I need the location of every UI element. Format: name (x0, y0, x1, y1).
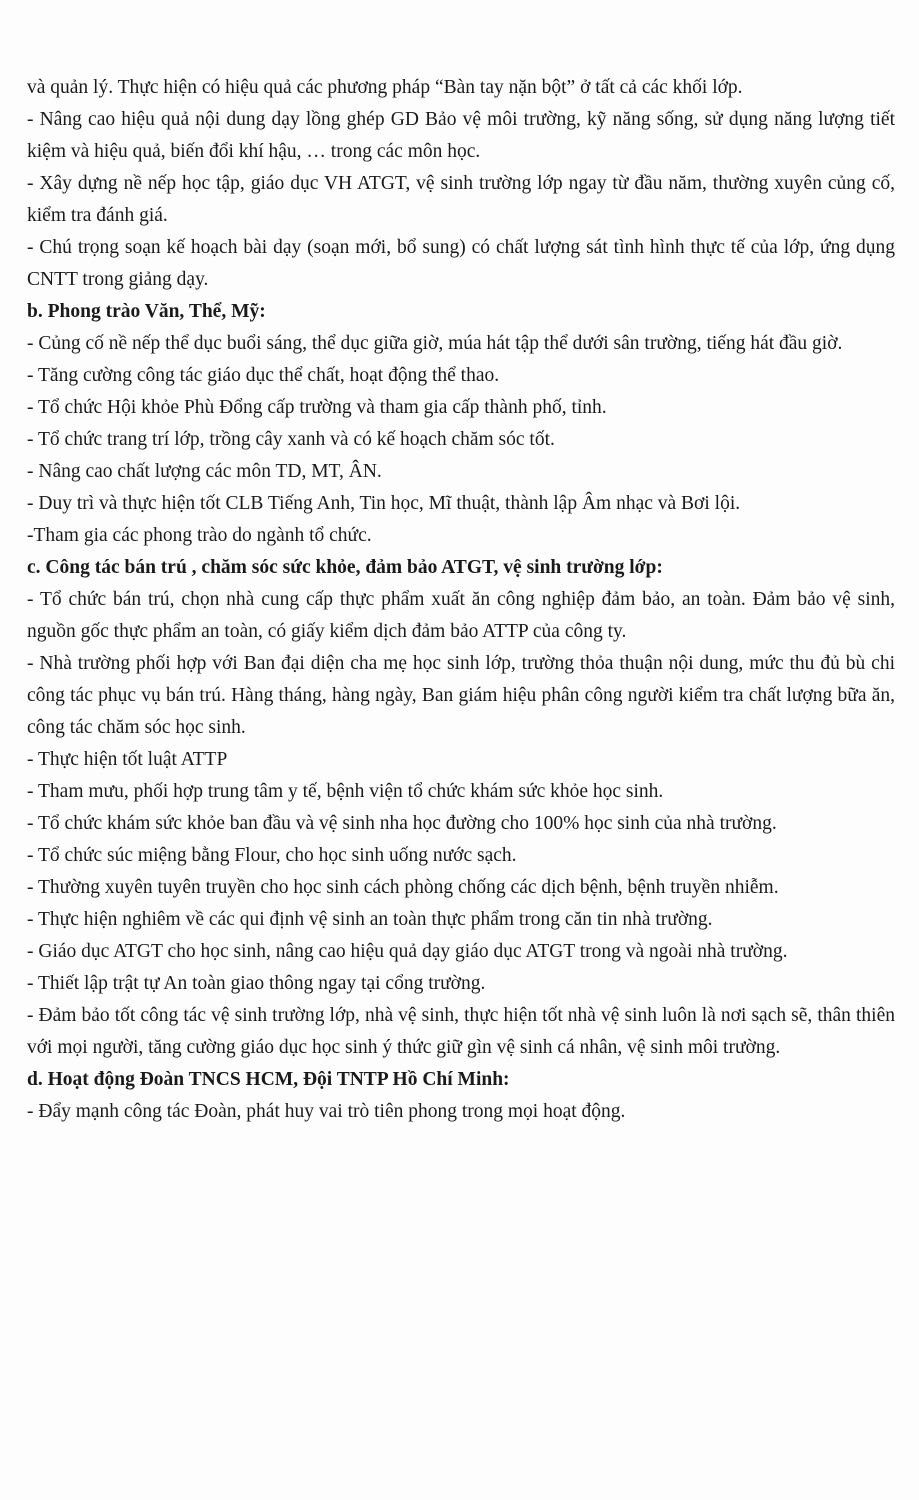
paragraph: - Đẩy mạnh công tác Đoàn, phát huy vai trò tiên phong trong mọi hoạt động. (27, 1101, 626, 1122)
paragraph: - Thực hiện tốt luật ATTP (27, 749, 228, 770)
section-heading-d: d. Hoạt động Đoàn TNCS HCM, Đội TNTP Hồ Chí Minh: (27, 1069, 510, 1090)
paragraph: - Tham mưu, phối hợp trung tâm y tế, bệnh viện tổ chức khám sức khỏe học sinh. (27, 781, 664, 802)
paragraph: và quản lý. Thực hiện có hiệu quả các phương pháp “Bàn tay nặn bột” ở tất cả các khối lớp. (27, 77, 743, 98)
section-heading-b: b. Phong trào Văn, Thể, Mỹ: (27, 301, 266, 322)
paragraph: - Tổ chức khám sức khỏe ban đầu và vệ sinh nha học đường cho 100% học sinh của nhà trường. (27, 813, 777, 834)
paragraph: - Thiết lập trật tự An toàn giao thông ngay tại cổng trường. (27, 973, 486, 994)
paragraph: - Giáo dục ATGT cho học sinh, nâng cao hiệu quả dạy giáo dục ATGT trong và ngoài nhà trường. (27, 941, 788, 962)
paragraph: - Tổ chức súc miệng bằng Flour, cho học sinh uống nước sạch. (27, 845, 517, 866)
paragraph: - Nhà trường phối hợp với Ban đại diện cha mẹ học sinh lớp, trường thỏa thuận nội dung, mức thu đủ bù chi công tác phục vụ bán trú. Hàng tháng, hàng ngày, Ban giám hiệu phân công người kiểm tra chất lượng bữa ăn, công tác chăm sóc học sinh. (27, 653, 895, 738)
paragraph: - Tổ chức trang trí lớp, trồng cây xanh và có kế hoạch chăm sóc tốt. (27, 429, 555, 450)
paragraph: - Nâng cao hiệu quả nội dung dạy lồng ghép GD Bảo vệ môi trường, kỹ năng sống, sử dụng năng lượng tiết kiệm và hiệu quả, biến đổi khí hậu, … trong các môn học. (27, 109, 895, 162)
paragraph: -Tham gia các phong trào do ngành tổ chức. (27, 525, 372, 546)
section-heading-c: c. Công tác bán trú , chăm sóc sức khỏe, đảm bảo ATGT, vệ sinh trường lớp: (27, 557, 663, 578)
paragraph: - Tổ chức Hội khỏe Phù Đổng cấp trường và tham gia cấp thành phố, tỉnh. (27, 397, 607, 418)
paragraph: - Tổ chức bán trú, chọn nhà cung cấp thực phẩm xuất ăn công nghiệp đảm bảo, an toàn. Đảm bảo vệ sinh, nguồn gốc thực phẩm an toàn, có giấy kiểm dịch đảm bảo ATTP của công ty. (27, 589, 895, 642)
paragraph: - Đảm bảo tốt công tác vệ sinh trường lớp, nhà vệ sinh, thực hiện tốt nhà vệ sinh luôn là nơi sạch sẽ, thân thiên với mọi người, tăng cường giáo dục học sinh ý thức giữ gìn vệ sinh cá nhân, vệ sinh môi trường. (27, 1005, 895, 1058)
paragraph: - Tăng cường công tác giáo dục thể chất, hoạt động thể thao. (27, 365, 500, 386)
paragraph: - Duy trì và thực hiện tốt CLB Tiếng Anh, Tin học, Mĩ thuật, thành lập Âm nhạc và Bơi lội. (27, 493, 741, 514)
document-body (27, 72, 895, 1128)
paragraph: - Củng cố nề nếp thể dục buổi sáng, thể dục giữa giờ, múa hát tập thể dưới sân trường, tiếng hát đầu giờ. (27, 333, 843, 354)
paragraph: - Thường xuyên tuyên truyền cho học sinh cách phòng chống các dịch bệnh, bệnh truyền nhiễm. (27, 877, 779, 898)
paragraph: - Nâng cao chất lượng các môn TD, MT, ÂN. (27, 461, 382, 482)
paragraph: - Thực hiện nghiêm về các qui định vệ sinh an toàn thực phẩm trong căn tin nhà trường. (27, 909, 713, 930)
paragraph: - Chú trọng soạn kế hoạch bài dạy (soạn mới, bổ sung) có chất lượng sát tình hình thực tế của lớp, ứng dụng CNTT trong giảng dạy. (27, 237, 895, 290)
paragraph: - Xây dựng nề nếp học tập, giáo dục VH ATGT, vệ sinh trường lớp ngay từ đầu năm, thường xuyên củng cố, kiểm tra đánh giá. (27, 173, 895, 226)
